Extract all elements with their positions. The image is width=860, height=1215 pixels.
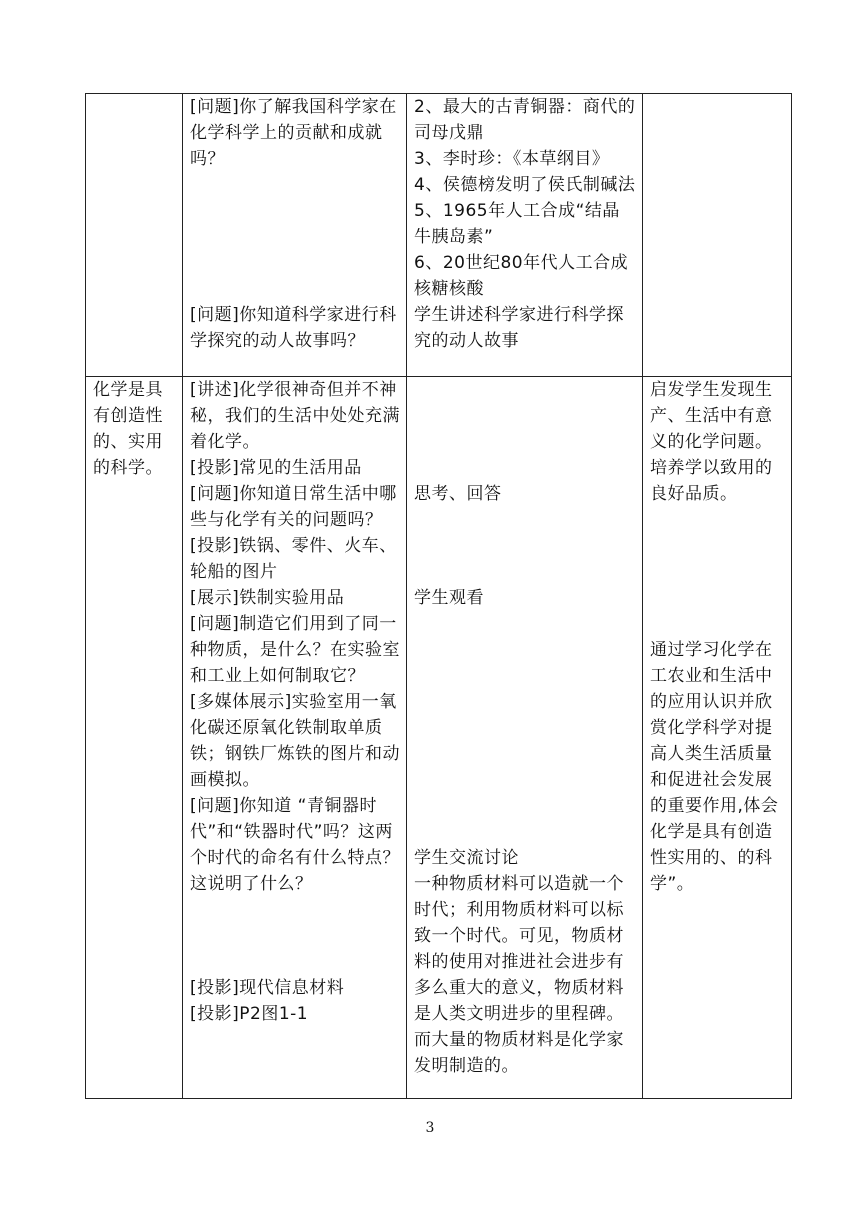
intent-line: 通过学习化学在工农业和生活中的应用认识并欣赏化学科学对提高人类生活质量和促进社会发展的重要作用,体会化学是具有创造性实用的、的科学”。 [650,640,779,894]
teacher-line: [展示]铁制实验用品 [190,588,345,608]
student-line: 5、1965年人工合成“结晶牛胰岛素” [414,201,620,247]
teacher-line [190,172,400,198]
topic-cell [86,94,183,377]
teacher-line: [问题]你知道科学家进行科学探究的动人故事吗？ [190,305,397,351]
teacher-line: [投影]铁锅、零件、火车、轮船的图片 [190,536,397,582]
student-line [414,507,636,533]
intent-line [650,585,785,611]
table-row [86,94,792,377]
student-line [414,429,636,455]
topic-cell [86,377,183,1099]
student-line: 思考、回答 [414,484,502,504]
student-activity-cell [407,94,643,377]
topic-text [93,94,176,120]
intent-line [650,507,785,533]
student-line [414,741,636,767]
intent-line [650,559,785,585]
student-line [414,793,636,819]
teacher-line [190,198,400,224]
student-line [414,559,636,585]
teacher-line: [讲述]化学很神奇但并不神秘，我们的生活中处处充满着化学。 [190,380,400,452]
student-line: 学生交流讨论 [414,848,519,868]
student-line: 学生观看 [414,588,484,608]
teacher-line [190,250,400,276]
student-line: 学生讲述科学家进行科学探究的动人故事 [414,305,624,351]
teacher-line: [投影]现代信息材料 [190,978,345,998]
student-line [414,637,636,663]
student-line [414,715,636,741]
intent-line [650,611,785,637]
design-intent-cell [643,94,792,377]
intent-line [650,533,785,559]
teacher-line: [问题]你了解我国科学家在化学科学上的贡献和成就吗？ [190,97,397,169]
topic-text: 化学是具有创造性的、实用的科学。 [93,380,163,478]
student-line [414,663,636,689]
student-line: 6、20世纪80年代人工合成核糖核酸 [414,253,629,299]
student-line [414,533,636,559]
page-number: 3 [425,1120,435,1136]
student-line [414,611,636,637]
student-line [414,377,636,403]
student-line: 4、侯德榜发明了侯氏制碱法 [414,175,636,195]
teacher-line: [投影]常见的生活用品 [190,458,362,478]
teacher-line [190,949,400,975]
lesson-plan-table [85,93,792,1099]
student-line: 3、李时珍：《本草纲目》 [414,149,610,169]
design-intent-cell [643,377,792,1099]
teacher-line [190,923,400,949]
intent-text [650,94,785,120]
teacher-line: [问题]你知道日常生活中哪些与化学有关的问题吗？ [190,484,397,530]
student-line [414,455,636,481]
teacher-line [190,897,400,923]
teacher-line [190,224,400,250]
student-line [414,767,636,793]
teacher-line [190,276,400,302]
teacher-activity-cell [183,94,407,377]
student-activity-cell [407,377,643,1099]
teacher-line: [问题]制造它们用到了同一种物质，是什么？在实验室和工业上如何制取它？ [190,614,400,686]
student-line [414,819,636,845]
teacher-line: [多媒体展示]实验室用一氧化碳还原氧化铁制取单质铁；钢铁厂炼铁的图片和动画模拟。 [190,692,400,790]
intent-line: 启发学生发现生产、生活中有意义的化学问题。培养学以致用的良好品质。 [650,380,773,504]
table-row [86,377,792,1099]
teacher-line: [投影]P2图1-1 [190,1004,309,1024]
student-line [414,403,636,429]
student-line [414,689,636,715]
teacher-line: [问题]你知道 “青铜器时代”和“铁器时代”吗？这两个时代的命名有什么特点？这说明了什么？ [190,796,400,894]
student-line: 一种物质材料可以造就一个时代；利用物质材料可以标致一个时代。可见，物质材料的使用对推进社会进步有多么重大的意义，物质材料是人类文明进步的里程碑。而大量的物质材料是化学家发明制造的。 [414,874,624,1076]
teacher-activity-cell [183,377,407,1099]
student-line: 2、最大的古青铜器：商代的司母戊鼎 [414,97,636,143]
